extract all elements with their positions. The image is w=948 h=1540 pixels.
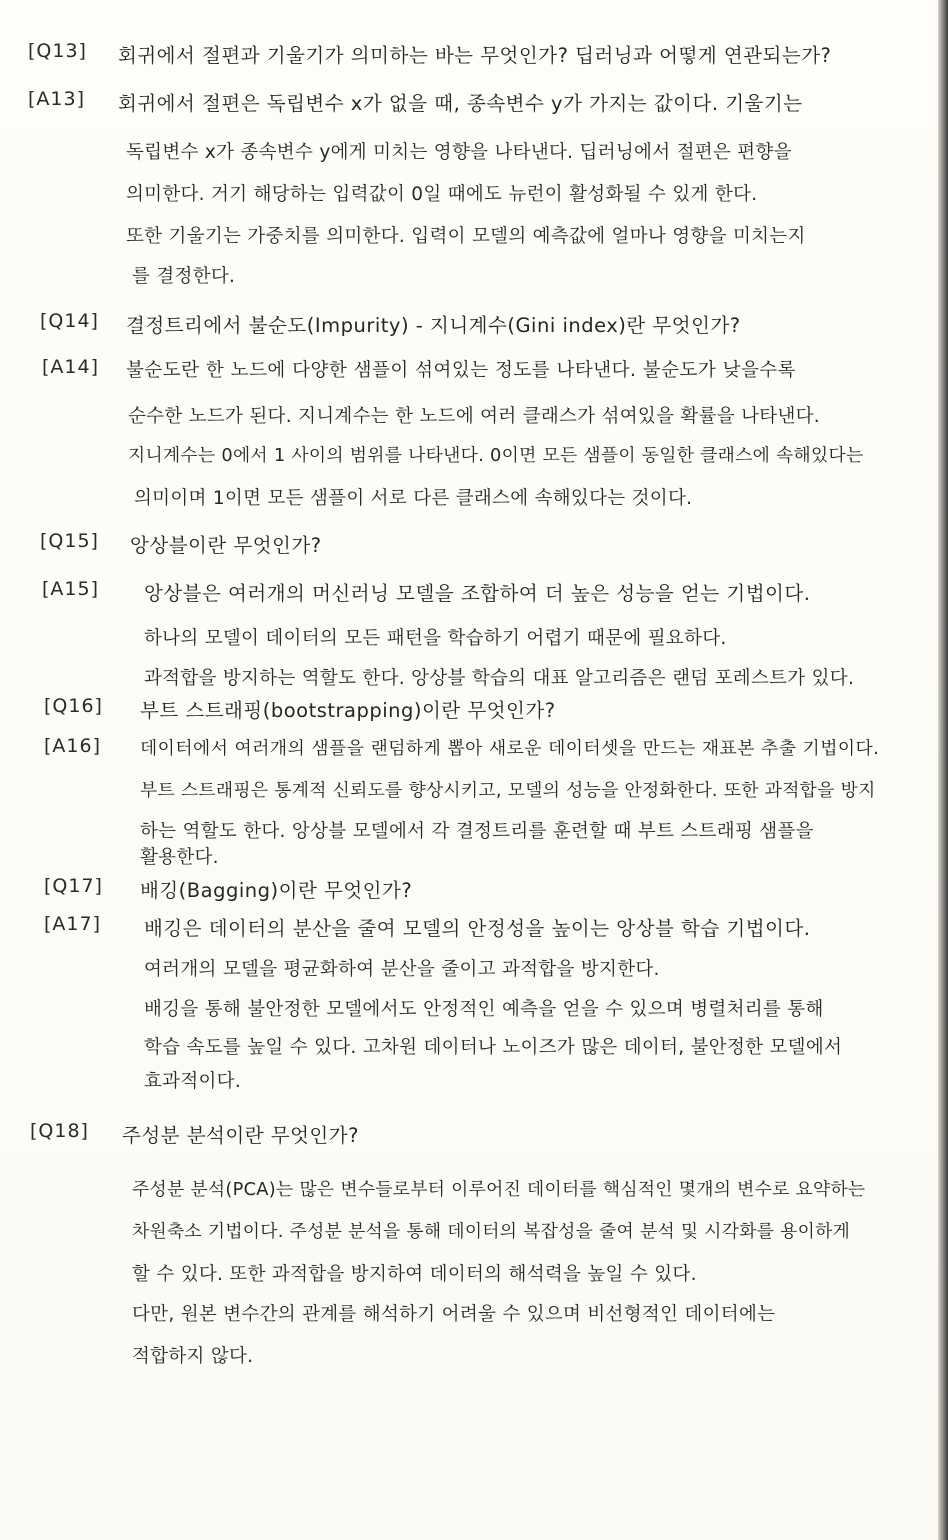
answer-line: 할 수 있다. 또한 과적합을 방지하여 데이터의 해석력을 높일 수 있다. bbox=[132, 1264, 697, 1285]
question-row bbox=[0, 695, 940, 731]
question-text: 주성분 분석이란 무엇인가? bbox=[122, 1124, 359, 1147]
question-text: 배깅(Bagging)이란 무엇인가? bbox=[140, 879, 413, 902]
answer-first-line: 불순도란 한 노드에 다양한 샘플이 섞여있는 정도를 나타낸다. 불순도가 낮을수록 bbox=[126, 360, 797, 381]
answer-row bbox=[0, 735, 940, 771]
answer-row bbox=[0, 88, 940, 124]
question-tag: [Q16] bbox=[44, 695, 103, 717]
answer-line: 적합하지 않다. bbox=[132, 1346, 254, 1367]
answer-line: 독립변수 x가 종속변수 y에게 미치는 영향을 나타낸다. 딥러닝에서 절편은 편향을 bbox=[126, 142, 792, 163]
answer-tag: [A15] bbox=[42, 578, 99, 600]
answer-line: 부트 스트래핑은 통계적 신뢰도를 향상시키고, 모델의 성능을 안정화한다. 또한 과적합을 방지 bbox=[140, 780, 876, 801]
answer-line: 학습 속도를 높일 수 있다. 고차원 데이터나 노이즈가 많은 데이터, 불안정한 모델에서 bbox=[144, 1037, 843, 1058]
answer-tag: [A13] bbox=[28, 88, 85, 110]
answer-line: 또한 기울기는 가중치를 의미한다. 입력이 모델의 예측값에 얼마나 영향을 미치는지 bbox=[126, 226, 806, 247]
answer-first-line: 배깅은 데이터의 분산을 줄여 모델의 안정성을 높이는 앙상블 학습 기법이다. bbox=[144, 917, 811, 940]
answer-tag: [A17] bbox=[44, 913, 101, 935]
answer-line: 의미한다. 거기 해당하는 입력값이 0일 때에도 뉴런이 활성화될 수 있게 한다. bbox=[126, 184, 758, 205]
answer-row bbox=[0, 356, 940, 392]
answer-tag: [A14] bbox=[42, 356, 99, 378]
answer-line: 활용한다. bbox=[140, 847, 219, 868]
answer-line: 차원축소 기법이다. 주성분 분석을 통해 데이터의 복잡성을 줄여 분석 및 시각화를 용이하게 bbox=[132, 1221, 851, 1242]
page-edge bbox=[938, 0, 948, 1540]
question-tag: [Q17] bbox=[44, 875, 103, 897]
question-tag: [Q13] bbox=[28, 40, 87, 62]
answer-line: 효과적이다. bbox=[144, 1071, 242, 1092]
answer-line: 지니계수는 0에서 1 사이의 범위를 나타낸다. 0이면 모든 샘플이 동일한 클래스에 속해있다는 bbox=[128, 445, 864, 466]
answer-line: 순수한 노드가 된다. 지니계수는 한 노드에 여러 클래스가 섞여있을 확률을 나타낸다. bbox=[128, 406, 820, 427]
answer-first-line: 회귀에서 절편은 독립변수 x가 없을 때, 종속변수 y가 가지는 값이다. 기울기는 bbox=[118, 92, 803, 115]
answer-line: 하나의 모델이 데이터의 모든 패턴을 학습하기 어렵기 때문에 필요하다. bbox=[144, 628, 727, 649]
answer-line: 를 결정한다. bbox=[132, 266, 236, 287]
answer-tag: [A16] bbox=[44, 735, 101, 757]
answer-line: 과적합을 방지하는 역할도 한다. 앙상블 학습의 대표 알고리즘은 랜덤 포레스트가 있다. bbox=[144, 668, 855, 689]
question-text: 앙상블이란 무엇인가? bbox=[130, 534, 322, 557]
answer-line: 여러개의 모델을 평균화하여 분산을 줄이고 과적합을 방지한다. bbox=[144, 959, 660, 980]
question-text: 부트 스트래핑(bootstrapping)이란 무엇인가? bbox=[140, 699, 556, 722]
answer-line: 의미이며 1이면 모든 샘플이 서로 다른 클래스에 속해있다는 것이다. bbox=[134, 488, 693, 509]
answer-first-line: 앙상블은 여러개의 머신러닝 모델을 조합하여 더 높은 성능을 얻는 기법이다. bbox=[144, 582, 811, 605]
answer-line: 주성분 분석(PCA)는 많은 변수들로부터 이루어진 데이터를 핵심적인 몇개의 변수로 요약하는 bbox=[132, 1179, 866, 1200]
question-row bbox=[0, 40, 940, 76]
question-tag: [Q18] bbox=[30, 1120, 89, 1142]
question-text: 결정트리에서 불순도(Impurity) - 지니계수(Gini index)란 무엇인가? bbox=[126, 314, 741, 337]
question-tag: [Q14] bbox=[40, 310, 99, 332]
question-row bbox=[0, 875, 940, 911]
question-row bbox=[0, 530, 940, 566]
answer-line: 하는 역할도 한다. 앙상블 모델에서 각 결정트리를 훈련할 때 부트 스트래핑 샘플을 bbox=[140, 821, 814, 842]
question-row bbox=[0, 1120, 940, 1156]
answer-first-line: 데이터에서 여러개의 샘플을 랜덤하게 뽑아 새로운 데이터셋을 만드는 재표본 추출 기법이다. bbox=[140, 738, 880, 759]
question-text: 회귀에서 절편과 기울기가 의미하는 바는 무엇인가? 딥러닝과 어떻게 연관되는가? bbox=[118, 44, 832, 67]
answer-row bbox=[0, 913, 940, 949]
question-row bbox=[0, 310, 940, 346]
answer-line: 배깅을 통해 불안정한 모델에서도 안정적인 예측을 얻을 수 있으며 병렬처리를 통해 bbox=[144, 999, 824, 1020]
answer-line: 다만, 원본 변수간의 관계를 해석하기 어려울 수 있으며 비선형적인 데이터에는 bbox=[132, 1304, 776, 1325]
answer-row bbox=[0, 578, 940, 614]
question-tag: [Q15] bbox=[40, 530, 99, 552]
